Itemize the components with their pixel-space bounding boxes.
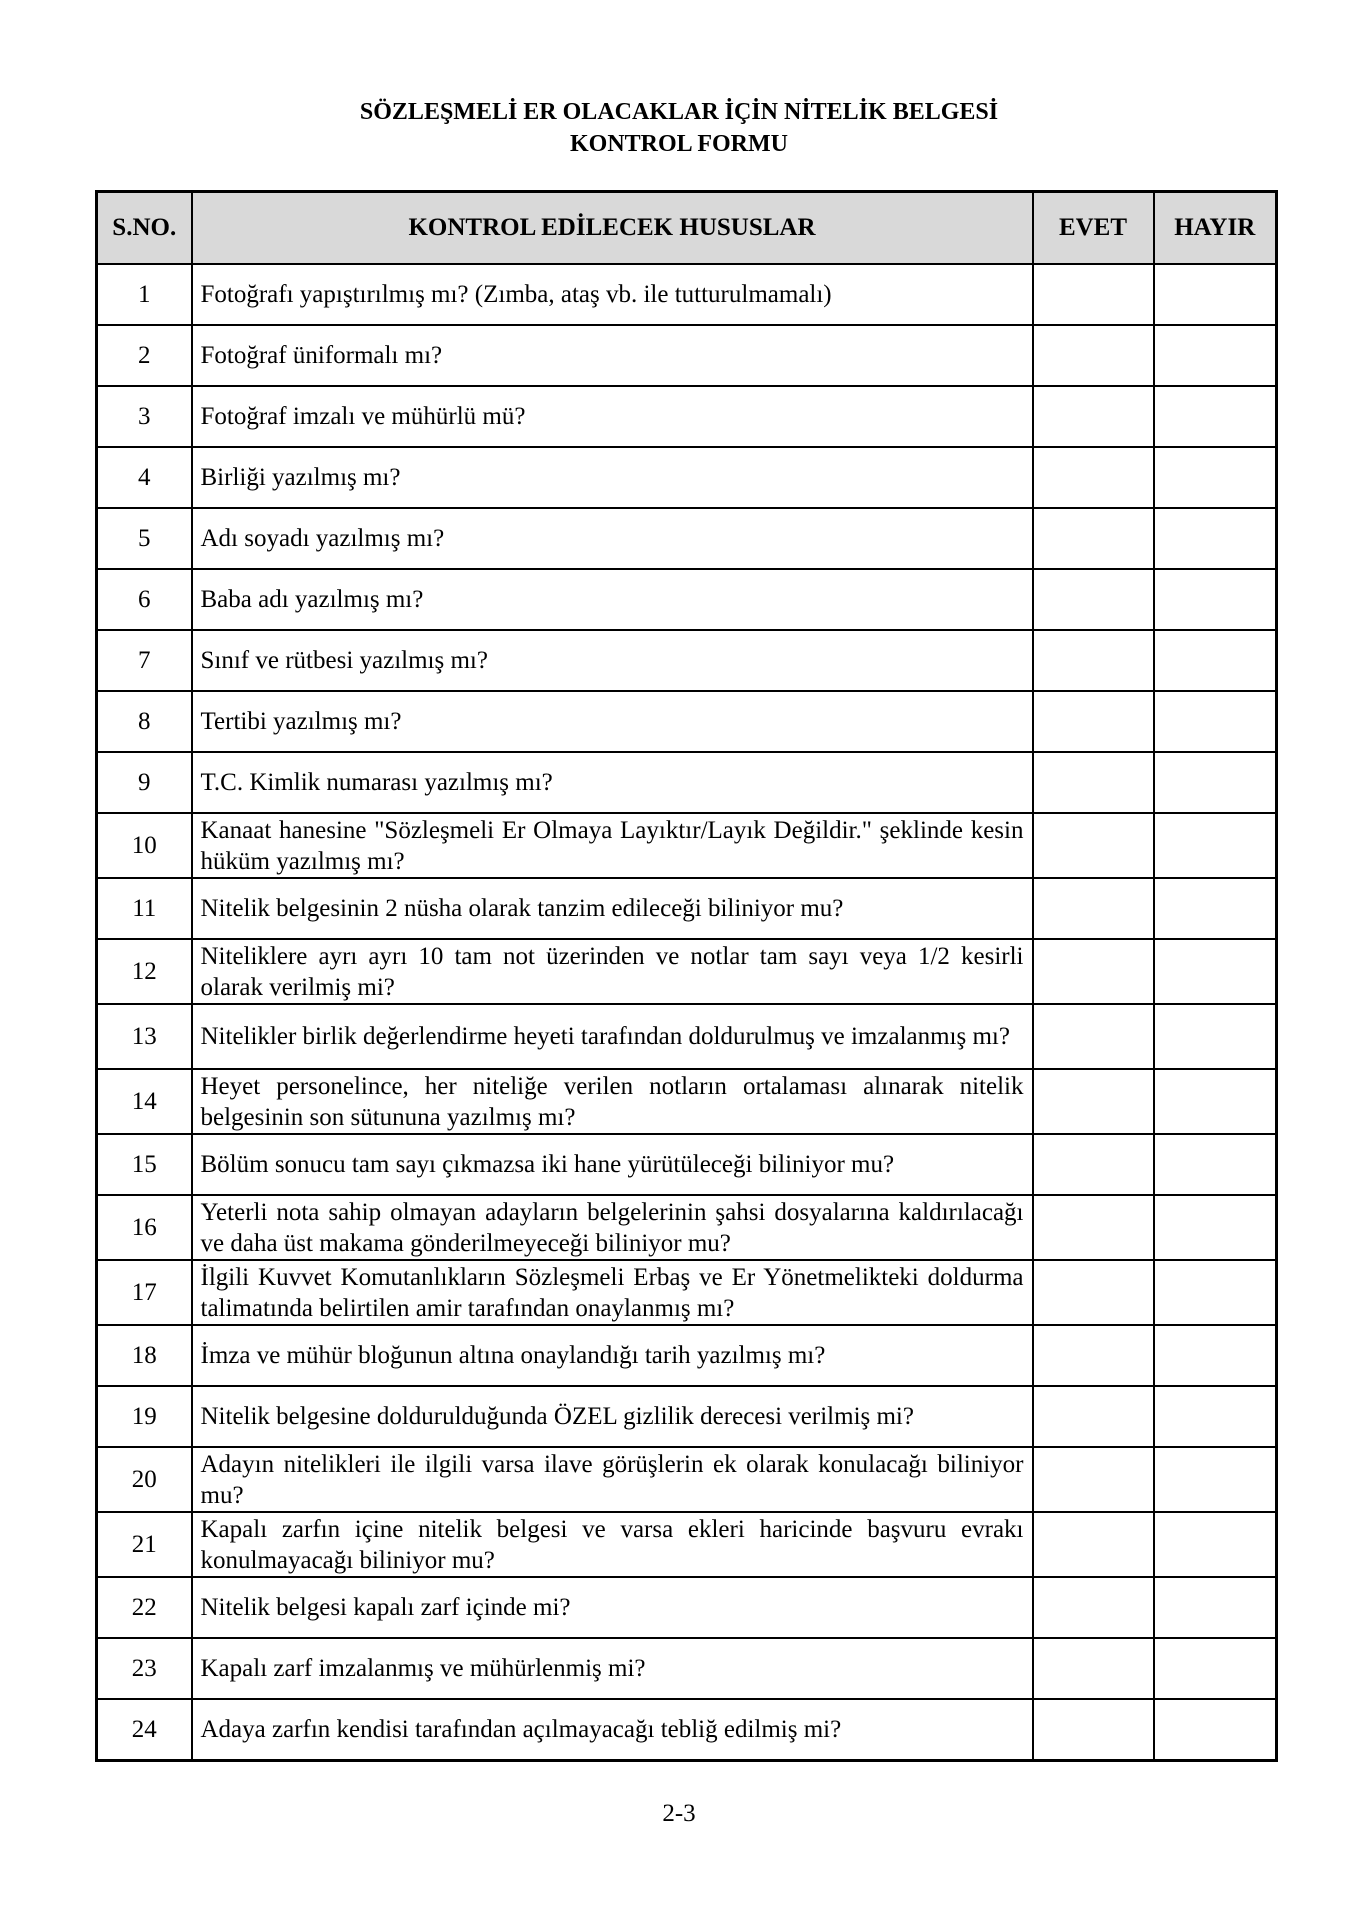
row-description: Heyet personelince, her niteliğe verilen notların ortalaması alınarak nitelik belgesinin son sütununa yazılmış mı?: [192, 1069, 1033, 1134]
yes-check-cell[interactable]: [1033, 691, 1154, 752]
row-description: Nitelik belgesi kapalı zarf içinde mi?: [192, 1577, 1033, 1638]
yes-check-cell[interactable]: [1033, 1638, 1154, 1699]
row-description: Kapalı zarfın içine nitelik belgesi ve varsa ekleri haricinde başvuru evrakı konulmayacağı biliniyor mu?: [192, 1512, 1033, 1577]
no-check-cell[interactable]: [1154, 264, 1277, 325]
yes-check-cell[interactable]: [1033, 1004, 1154, 1069]
table-row: [97, 878, 1277, 939]
yes-check-cell[interactable]: [1033, 386, 1154, 447]
table-row: [97, 569, 1277, 630]
yes-check-cell[interactable]: [1033, 508, 1154, 569]
table-row: [97, 630, 1277, 691]
row-number: 7: [97, 630, 192, 691]
row-description: İmza ve mühür bloğunun altına onaylandığı tarih yazılmış mı?: [192, 1325, 1033, 1386]
yes-check-cell[interactable]: [1033, 1195, 1154, 1260]
yes-check-cell[interactable]: [1033, 630, 1154, 691]
no-check-cell[interactable]: [1154, 752, 1277, 813]
table-row: [97, 447, 1277, 508]
row-description: Nitelikler birlik değerlendirme heyeti tarafından doldurulmuş ve imzalanmış mı?: [192, 1004, 1033, 1069]
table-row: [97, 939, 1277, 1004]
row-description: Baba adı yazılmış mı?: [192, 569, 1033, 630]
no-check-cell[interactable]: [1154, 447, 1277, 508]
row-description: Sınıf ve rütbesi yazılmış mı?: [192, 630, 1033, 691]
no-check-cell[interactable]: [1154, 1699, 1277, 1761]
table-row: [97, 1386, 1277, 1447]
row-number: 23: [97, 1638, 192, 1699]
control-form-table: [95, 190, 1278, 1762]
page-number: 2-3: [662, 1800, 696, 1827]
no-check-cell[interactable]: [1154, 1069, 1277, 1134]
row-description: T.C. Kimlik numarası yazılmış mı?: [192, 752, 1033, 813]
yes-check-cell[interactable]: [1033, 569, 1154, 630]
no-check-cell[interactable]: [1154, 1195, 1277, 1260]
row-description: Yeterli nota sahip olmayan adayların belgelerinin şahsi dosyalarına kaldırılacağı ve daha üst makama gönderilmeyeceği biliniyor mu?: [192, 1195, 1033, 1260]
row-description: Nitelik belgesinin 2 nüsha olarak tanzim edileceği biliniyor mu?: [192, 878, 1033, 939]
no-check-cell[interactable]: [1154, 878, 1277, 939]
table-row: [97, 1638, 1277, 1699]
table-row: [97, 1069, 1277, 1134]
row-description: Bölüm sonucu tam sayı çıkmazsa iki hane yürütüleceği biliniyor mu?: [192, 1134, 1033, 1195]
table-row: [97, 1004, 1277, 1069]
row-number: 18: [97, 1325, 192, 1386]
header-sno: S.NO.: [97, 192, 192, 265]
table-row: [97, 386, 1277, 447]
row-description: Fotoğraf imzalı ve mühürlü mü?: [192, 386, 1033, 447]
table-row: [97, 1447, 1277, 1512]
table-row: [97, 1512, 1277, 1577]
yes-check-cell[interactable]: [1033, 264, 1154, 325]
table-row: [97, 1134, 1277, 1195]
no-check-cell[interactable]: [1154, 325, 1277, 386]
row-number: 20: [97, 1447, 192, 1512]
document-title: [0, 96, 1358, 160]
row-description: Birliği yazılmış mı?: [192, 447, 1033, 508]
header-no: HAYIR: [1154, 192, 1277, 265]
row-number: 11: [97, 878, 192, 939]
yes-check-cell[interactable]: [1033, 447, 1154, 508]
row-number: 13: [97, 1004, 192, 1069]
row-number: 21: [97, 1512, 192, 1577]
yes-check-cell[interactable]: [1033, 1386, 1154, 1447]
row-number: 15: [97, 1134, 192, 1195]
no-check-cell[interactable]: [1154, 1134, 1277, 1195]
row-number: 24: [97, 1699, 192, 1761]
yes-check-cell[interactable]: [1033, 813, 1154, 878]
yes-check-cell[interactable]: [1033, 1069, 1154, 1134]
yes-check-cell[interactable]: [1033, 1447, 1154, 1512]
no-check-cell[interactable]: [1154, 1325, 1277, 1386]
row-description: Adayın nitelikleri ile ilgili varsa ilave görüşlerin ek olarak konulacağı biliniyor mu?: [192, 1447, 1033, 1512]
yes-check-cell[interactable]: [1033, 325, 1154, 386]
row-description: Kapalı zarf imzalanmış ve mühürlenmiş mi?: [192, 1638, 1033, 1699]
yes-check-cell[interactable]: [1033, 1134, 1154, 1195]
no-check-cell[interactable]: [1154, 1447, 1277, 1512]
no-check-cell[interactable]: [1154, 1260, 1277, 1325]
no-check-cell[interactable]: [1154, 691, 1277, 752]
table-row: [97, 691, 1277, 752]
title-line-2: KONTROL FORMU: [569, 131, 788, 157]
no-check-cell[interactable]: [1154, 1004, 1277, 1069]
row-description: Kanaat hanesine "Sözleşmeli Er Olmaya Layıktır/Layık Değildir." şeklinde kesin hüküm yazılmış mı?: [192, 813, 1033, 878]
row-number: 19: [97, 1386, 192, 1447]
row-number: 4: [97, 447, 192, 508]
row-description: Nitelik belgesine doldurulduğunda ÖZEL gizlilik derecesi verilmiş mi?: [192, 1386, 1033, 1447]
row-number: 1: [97, 264, 192, 325]
table-row: [97, 1699, 1277, 1761]
table-row: [97, 1260, 1277, 1325]
yes-check-cell[interactable]: [1033, 1512, 1154, 1577]
row-description: Adaya zarfın kendisi tarafından açılmayacağı tebliğ edilmiş mi?: [192, 1699, 1033, 1761]
row-number: 12: [97, 939, 192, 1004]
no-check-cell[interactable]: [1154, 1512, 1277, 1577]
table-row: [97, 264, 1277, 325]
row-number: 6: [97, 569, 192, 630]
row-number: 16: [97, 1195, 192, 1260]
table-row: [97, 325, 1277, 386]
no-check-cell[interactable]: [1154, 508, 1277, 569]
yes-check-cell[interactable]: [1033, 1325, 1154, 1386]
header-items: KONTROL EDİLECEK HUSUSLAR: [192, 192, 1033, 265]
header-yes: EVET: [1033, 192, 1154, 265]
yes-check-cell[interactable]: [1033, 1699, 1154, 1761]
row-number: 8: [97, 691, 192, 752]
no-check-cell[interactable]: [1154, 386, 1277, 447]
no-check-cell[interactable]: [1154, 1577, 1277, 1638]
row-number: 17: [97, 1260, 192, 1325]
no-check-cell[interactable]: [1154, 1386, 1277, 1447]
row-description: Tertibi yazılmış mı?: [192, 691, 1033, 752]
no-check-cell[interactable]: [1154, 813, 1277, 878]
row-number: 5: [97, 508, 192, 569]
table-row: [97, 1195, 1277, 1260]
row-number: 2: [97, 325, 192, 386]
row-description: Fotoğrafı yapıştırılmış mı? (Zımba, ataş vb. ile tutturulmamalı): [192, 264, 1033, 325]
header-row: [97, 192, 1277, 265]
row-number: 22: [97, 1577, 192, 1638]
yes-check-cell[interactable]: [1033, 752, 1154, 813]
yes-check-cell[interactable]: [1033, 1260, 1154, 1325]
table-row: [97, 1577, 1277, 1638]
table-row: [97, 508, 1277, 569]
no-check-cell[interactable]: [1154, 1638, 1277, 1699]
yes-check-cell[interactable]: [1033, 939, 1154, 1004]
row-number: 10: [97, 813, 192, 878]
row-number: 14: [97, 1069, 192, 1134]
row-description: Fotoğraf üniformalı mı?: [192, 325, 1033, 386]
table-row: [97, 813, 1277, 878]
row-description: Adı soyadı yazılmış mı?: [192, 508, 1033, 569]
row-description: İlgili Kuvvet Komutanlıkların Sözleşmeli Erbaş ve Er Yönetmelikteki doldurma talimatında belirtilen amir tarafından onaylanmış mı?: [192, 1260, 1033, 1325]
row-number: 3: [97, 386, 192, 447]
no-check-cell[interactable]: [1154, 939, 1277, 1004]
no-check-cell[interactable]: [1154, 630, 1277, 691]
row-description: Niteliklere ayrı ayrı 10 tam not üzerinden ve notlar tam sayı veya 1/2 kesirli olarak verilmiş mi?: [192, 939, 1033, 1004]
table-row: [97, 1325, 1277, 1386]
yes-check-cell[interactable]: [1033, 878, 1154, 939]
title-line-1: SÖZLEŞMELİ ER OLACAKLAR İÇİN NİTELİK BELGESİ: [359, 99, 999, 125]
yes-check-cell[interactable]: [1033, 1577, 1154, 1638]
table-row: [97, 752, 1277, 813]
no-check-cell[interactable]: [1154, 569, 1277, 630]
row-number: 9: [97, 752, 192, 813]
